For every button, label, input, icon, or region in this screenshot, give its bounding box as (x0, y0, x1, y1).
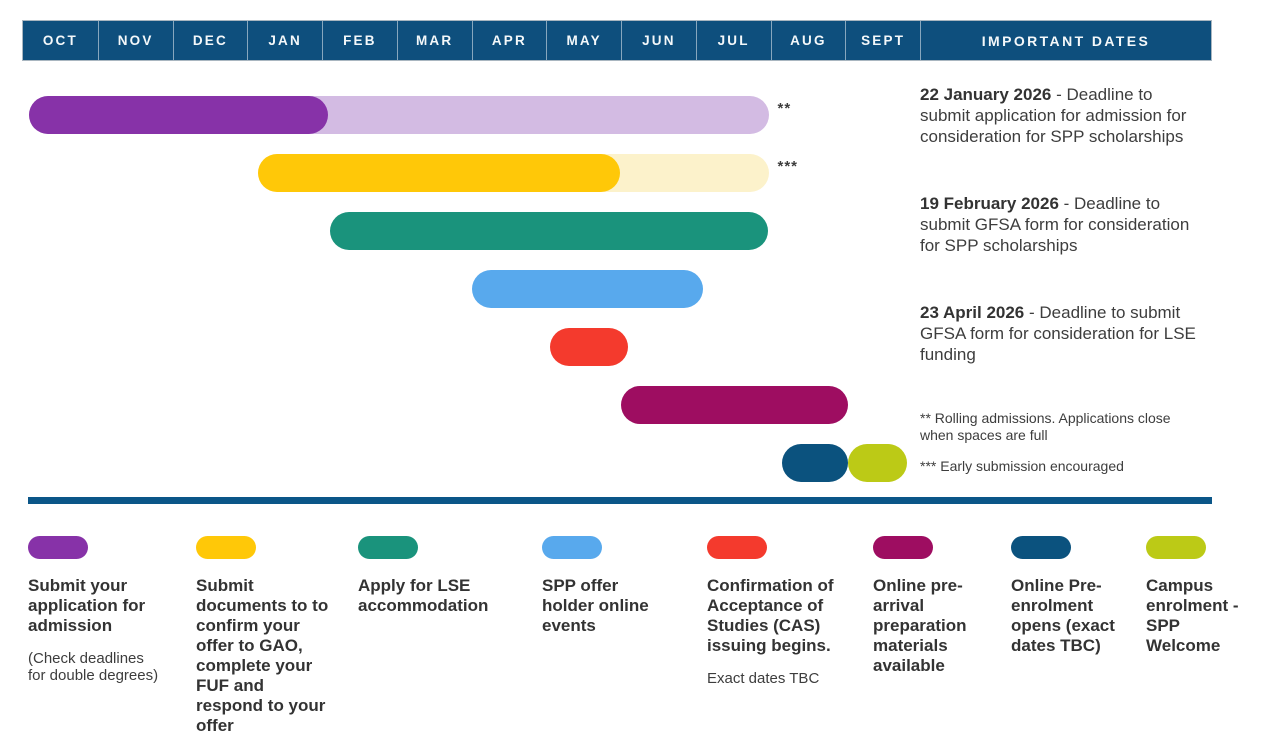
month-cell-feb: FEB (322, 21, 397, 60)
gantt-bar-submit-application (29, 96, 328, 134)
legend-label-cas-issuing: Confirmation of Acceptance of Studies (CAS) issuing begins. (707, 576, 834, 655)
footnote: ** Rolling admissions. Applications close when spaces are full (920, 410, 1171, 443)
important-date-value: 23 April 2026 (920, 303, 1025, 322)
important-date-text: - Deadline to submit GFSA form for consideration for LSE funding (920, 303, 1196, 364)
gantt-bar-pre-arrival-materials (621, 386, 848, 424)
month-cell-oct: OCT (42, 33, 78, 48)
gantt-bar-spp-offer-events (472, 270, 703, 308)
legend-swatch-online-pre-enrolment (1011, 536, 1071, 559)
footnote: *** Early submission encouraged (920, 458, 1124, 474)
month-cell-may: MAY (546, 21, 621, 60)
legend-item-submit-documents (196, 536, 330, 736)
gantt-bar-submit-documents (258, 154, 620, 192)
important-date-item (920, 302, 1207, 365)
legend-label-pre-arrival-materials: Online pre-arrival preparation materials available (873, 576, 967, 675)
month-cell-jul: JUL (696, 21, 771, 60)
legend-label-submit-documents: Submit documents to to confirm your offer to GAO, complete your FUF and respond to your offer (196, 576, 329, 735)
important-date-text: - Deadline to submit application for admission for consideration for SPP scholarships (920, 85, 1187, 146)
legend-sublabel-submit-application: (Check deadlines for double degrees) (28, 650, 159, 684)
legend-swatch-submit-documents (196, 536, 256, 559)
month-cell-dec: DEC (173, 21, 248, 60)
section-divider (28, 497, 1212, 504)
important-date-text: - Deadline to submit GFSA form for consideration for SPP scholarships (920, 194, 1190, 255)
legend-item-campus-enrolment (1146, 536, 1254, 656)
month-cell-jun: JUN (621, 21, 696, 60)
gantt-bar-lse-accommodation (330, 212, 768, 250)
month-row (23, 21, 920, 60)
gantt-bar-campus-enrolment (848, 444, 907, 482)
month-cell-mar: MAR (397, 21, 472, 60)
annotation-submit-application: ** (777, 100, 792, 117)
gantt-bar-cas-issuing (550, 328, 628, 366)
important-date-value: 22 January 2026 (920, 85, 1052, 104)
legend-label-lse-accommodation: Apply for LSE accommodation (358, 576, 489, 615)
legend-swatch-spp-offer-events (542, 536, 602, 559)
legend-item-lse-accommodation (358, 536, 528, 616)
important-date-value: 19 February 2026 (920, 194, 1059, 213)
month-cell-jan: JAN (247, 21, 322, 60)
legend-sublabel-cas-issuing: Exact dates TBC (707, 670, 820, 687)
important-dates-header: IMPORTANT DATES (920, 21, 1211, 60)
legend-swatch-submit-application (28, 536, 88, 559)
legend-item-pre-arrival-materials (873, 536, 985, 676)
legend-label-spp-offer-events: SPP offer holder online events (542, 576, 649, 635)
legend-item-online-pre-enrolment (1011, 536, 1131, 656)
important-date-item (920, 84, 1207, 147)
legend-item-spp-offer-events (542, 536, 672, 636)
legend-swatch-pre-arrival-materials (873, 536, 933, 559)
important-dates-panel (920, 0, 1212, 495)
gantt-bar-online-pre-enrolment (782, 444, 848, 482)
legend-swatch-cas-issuing (707, 536, 767, 559)
month-cell-nov: NOV (98, 21, 173, 60)
legend-swatch-lse-accommodation (358, 536, 418, 559)
month-cell-sept: SEPT (845, 21, 920, 60)
legend-label-online-pre-enrolment: Online Pre-enrolment opens (exact dates TBC) (1011, 576, 1115, 655)
month-cell-apr: APR (472, 21, 547, 60)
legend-item-submit-application (28, 536, 160, 684)
legend-label-submit-application: Submit your application for admission (28, 576, 146, 635)
important-date-item (920, 193, 1207, 256)
legend-item-cas-issuing (707, 536, 859, 687)
month-cell-aug: AUG (771, 21, 846, 60)
legend-label-campus-enrolment: Campus enrolment - SPP Welcome (1146, 576, 1239, 655)
legend-swatch-campus-enrolment (1146, 536, 1206, 559)
annotation-submit-documents: *** (777, 158, 799, 175)
